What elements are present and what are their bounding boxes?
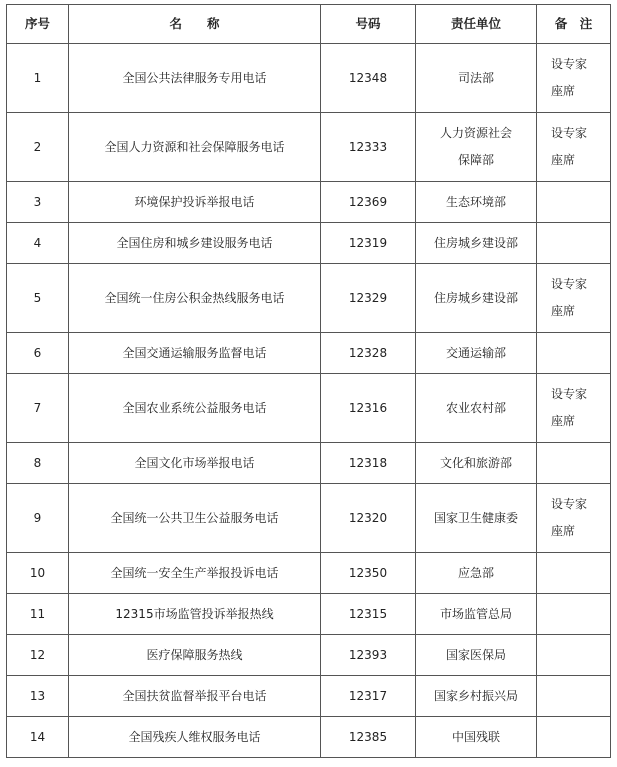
header-index: 序号 xyxy=(7,5,69,44)
header-name: 名 称 xyxy=(69,5,321,44)
cell-name: 全国文化市场举报电话 xyxy=(69,443,321,484)
cell-name: 全国统一安全生产举报投诉电话 xyxy=(69,553,321,594)
cell-number: 12333 xyxy=(321,113,416,182)
cell-number: 12318 xyxy=(321,443,416,484)
cell-unit: 住房城乡建设部 xyxy=(416,223,537,264)
cell-index: 2 xyxy=(7,113,69,182)
table-row xyxy=(7,374,611,443)
cell-note xyxy=(537,635,611,676)
cell-note xyxy=(537,333,611,374)
cell-number: 12316 xyxy=(321,374,416,443)
table-row xyxy=(7,676,611,717)
cell-note xyxy=(537,223,611,264)
cell-unit: 国家医保局 xyxy=(416,635,537,676)
header-note: 备 注 xyxy=(537,5,611,44)
cell-index: 13 xyxy=(7,676,69,717)
cell-number: 12393 xyxy=(321,635,416,676)
cell-unit: 生态环境部 xyxy=(416,182,537,223)
cell-note xyxy=(537,676,611,717)
cell-unit: 中国残联 xyxy=(416,717,537,758)
cell-index: 12 xyxy=(7,635,69,676)
cell-name: 医疗保障服务热线 xyxy=(69,635,321,676)
cell-unit: 农业农村部 xyxy=(416,374,537,443)
cell-number: 12315 xyxy=(321,594,416,635)
cell-index: 11 xyxy=(7,594,69,635)
cell-name: 全国人力资源和社会保障服务电话 xyxy=(69,113,321,182)
cell-unit: 文化和旅游部 xyxy=(416,443,537,484)
cell-note: 设专家 座席 xyxy=(537,113,611,182)
cell-index: 10 xyxy=(7,553,69,594)
cell-number: 12320 xyxy=(321,484,416,553)
table-body xyxy=(7,44,611,758)
table-row xyxy=(7,264,611,333)
table-row xyxy=(7,44,611,113)
cell-index: 4 xyxy=(7,223,69,264)
cell-note: 设专家 座席 xyxy=(537,374,611,443)
table-row xyxy=(7,484,611,553)
cell-name: 环境保护投诉举报电话 xyxy=(69,182,321,223)
cell-note: 设专家 座席 xyxy=(537,44,611,113)
cell-number: 12328 xyxy=(321,333,416,374)
table-header-row xyxy=(7,5,611,44)
cell-note xyxy=(537,553,611,594)
cell-note xyxy=(537,182,611,223)
cell-index: 1 xyxy=(7,44,69,113)
table-row xyxy=(7,113,611,182)
cell-unit: 司法部 xyxy=(416,44,537,113)
cell-note xyxy=(537,443,611,484)
cell-index: 6 xyxy=(7,333,69,374)
cell-number: 12348 xyxy=(321,44,416,113)
cell-name: 全国扶贫监督举报平台电话 xyxy=(69,676,321,717)
table-row xyxy=(7,443,611,484)
cell-index: 9 xyxy=(7,484,69,553)
cell-unit: 人力资源社会 保障部 xyxy=(416,113,537,182)
cell-number: 12329 xyxy=(321,264,416,333)
cell-index: 14 xyxy=(7,717,69,758)
cell-name: 全国公共法律服务专用电话 xyxy=(69,44,321,113)
cell-unit: 住房城乡建设部 xyxy=(416,264,537,333)
cell-index: 8 xyxy=(7,443,69,484)
table-row xyxy=(7,594,611,635)
cell-number: 12317 xyxy=(321,676,416,717)
table-row xyxy=(7,553,611,594)
cell-number: 12385 xyxy=(321,717,416,758)
table-row xyxy=(7,223,611,264)
cell-name: 全国住房和城乡建设服务电话 xyxy=(69,223,321,264)
cell-unit: 国家乡村振兴局 xyxy=(416,676,537,717)
cell-unit: 应急部 xyxy=(416,553,537,594)
cell-index: 5 xyxy=(7,264,69,333)
cell-note xyxy=(537,594,611,635)
table-row xyxy=(7,717,611,758)
cell-number: 12369 xyxy=(321,182,416,223)
cell-unit: 交通运输部 xyxy=(416,333,537,374)
table-row xyxy=(7,333,611,374)
cell-index: 3 xyxy=(7,182,69,223)
cell-name: 全国统一公共卫生公益服务电话 xyxy=(69,484,321,553)
cell-name: 全国农业系统公益服务电话 xyxy=(69,374,321,443)
hotline-table xyxy=(6,4,611,758)
table-row xyxy=(7,182,611,223)
cell-note: 设专家 座席 xyxy=(537,484,611,553)
cell-name: 全国残疾人维权服务电话 xyxy=(69,717,321,758)
cell-index: 7 xyxy=(7,374,69,443)
cell-unit: 国家卫生健康委 xyxy=(416,484,537,553)
header-unit: 责任单位 xyxy=(416,5,537,44)
cell-note: 设专家 座席 xyxy=(537,264,611,333)
cell-number: 12350 xyxy=(321,553,416,594)
cell-name: 12315市场监管投诉举报热线 xyxy=(69,594,321,635)
cell-note xyxy=(537,717,611,758)
table-row xyxy=(7,635,611,676)
cell-unit: 市场监管总局 xyxy=(416,594,537,635)
cell-name: 全国统一住房公积金热线服务电话 xyxy=(69,264,321,333)
cell-name: 全国交通运输服务监督电话 xyxy=(69,333,321,374)
cell-number: 12319 xyxy=(321,223,416,264)
header-number: 号码 xyxy=(321,5,416,44)
